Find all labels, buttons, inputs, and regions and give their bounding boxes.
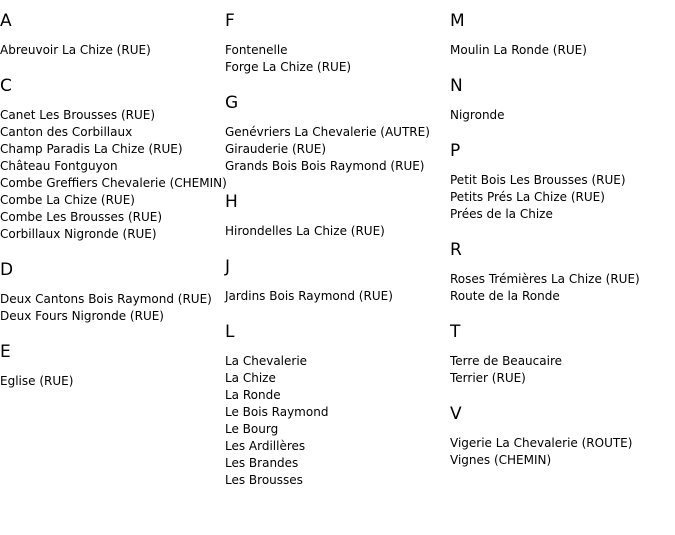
street-link[interactable]: Route de la Ronde [450,289,560,303]
letter-heading: F [225,11,235,31]
street-link[interactable]: Hirondelles La Chize (RUE) [225,224,385,238]
street-link[interactable]: Petits Prés La Chize (RUE) [450,190,605,204]
letter-heading: L [225,322,235,342]
street-link[interactable]: Vigerie La Chevalerie (ROUTE) [450,436,633,450]
street-link[interactable]: Prées de la Chize [450,207,553,221]
street-link[interactable]: Combe Greffiers Chevalerie (CHEMIN) [0,176,227,190]
street-link[interactable]: Eglise (RUE) [0,374,74,388]
street-link[interactable]: Terre de Beaucaire [450,354,562,368]
street-link[interactable]: Combe La Chize (RUE) [0,193,135,207]
street-link[interactable]: Terrier (RUE) [450,371,526,385]
letter-group [0,341,225,390]
index-column [0,10,225,406]
street-link[interactable]: Forge La Chize (RUE) [225,60,352,74]
street-link[interactable]: Canton des Corbillaux [0,125,133,139]
street-link[interactable]: Corbillaux Nigronde (RUE) [0,227,157,241]
letter-group [0,75,225,243]
street-link[interactable]: Le Bourg [225,422,279,436]
street-link[interactable]: Grands Bois Bois Raymond (RUE) [225,159,425,173]
letter-heading: A [0,11,12,31]
letter-group [450,403,675,469]
letter-heading: J [225,257,231,277]
letter-heading: E [0,342,11,362]
letter-group [225,191,450,240]
letter-group [450,239,675,305]
street-link[interactable]: La Chize [225,371,276,385]
street-link[interactable]: Moulin La Ronde (RUE) [450,43,587,57]
letter-heading: R [450,240,462,260]
street-link[interactable]: Les Ardillères [225,439,306,453]
street-link[interactable]: Vignes (CHEMIN) [450,453,552,467]
letter-heading: D [0,260,14,280]
street-link[interactable]: Combe Les Brousses (RUE) [0,210,163,224]
letter-heading: M [450,11,465,31]
letter-heading: T [450,322,461,342]
letter-heading: V [450,404,462,424]
letter-group [450,140,675,223]
street-link[interactable]: Deux Cantons Bois Raymond (RUE) [0,292,212,306]
street-link[interactable]: Jardins Bois Raymond (RUE) [225,289,393,303]
letter-heading: P [450,141,461,161]
street-link[interactable]: Girauderie (RUE) [225,142,327,156]
letter-group [450,10,675,59]
street-link[interactable]: La Chevalerie [225,354,308,368]
index-column [225,10,450,505]
letter-group [225,321,450,489]
street-link[interactable]: Les Brandes [225,456,299,470]
letter-group [225,92,450,175]
index-column [450,10,675,485]
letter-heading: N [450,76,463,96]
letter-heading: C [0,76,12,96]
letter-heading: G [225,93,239,113]
street-link[interactable]: La Ronde [225,388,281,402]
street-link[interactable]: Fontenelle [225,43,288,57]
street-link[interactable]: Château Fontguyon [0,159,118,173]
letter-group [450,321,675,387]
street-link[interactable]: Petit Bois Les Brousses (RUE) [450,173,626,187]
street-link[interactable]: Les Brousses [225,473,303,487]
street-link[interactable]: Roses Trémières La Chize (RUE) [450,272,640,286]
letter-group [225,10,450,76]
letter-group [0,259,225,325]
letter-heading: H [225,192,238,212]
letter-group [0,10,225,59]
street-link[interactable]: Abreuvoir La Chize (RUE) [0,43,151,57]
letter-group [450,75,675,124]
street-link[interactable]: Nigronde [450,108,505,122]
street-link[interactable]: Canet Les Brousses (RUE) [0,108,156,122]
street-link[interactable]: Genévriers La Chevalerie (AUTRE) [225,125,430,139]
street-link[interactable]: Champ Paradis La Chize (RUE) [0,142,183,156]
street-link[interactable]: Deux Fours Nigronde (RUE) [0,309,164,323]
letter-group [225,256,450,305]
street-link[interactable]: Le Bois Raymond [225,405,329,419]
